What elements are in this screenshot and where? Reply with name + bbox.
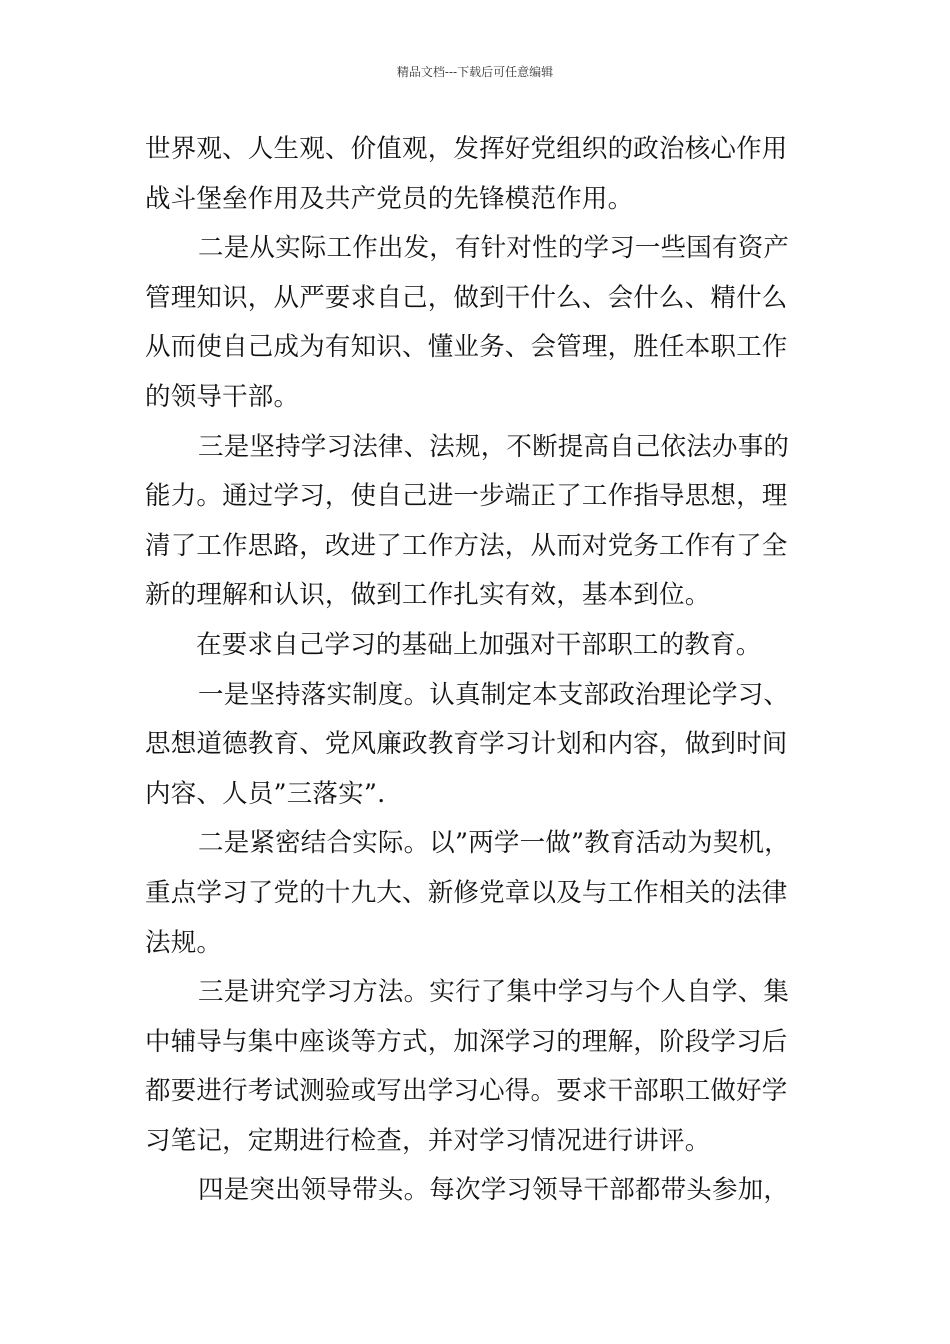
text-line: 一是坚持落实制度。认真制定本支部政治理论学习、 bbox=[198, 679, 790, 710]
text-line: 从而使自己成为有知识、懂业务、会管理，胜任本职工作 bbox=[145, 332, 788, 363]
text-line: 战斗堡垒作用及共产党员的先锋模范作用。 bbox=[145, 183, 634, 214]
text-line: 管理知识，从严要求自己，做到干什么、会什么、精什么 bbox=[145, 282, 788, 313]
text-line: 都要进行考试测验或写出学习心得。要求干部职工做好学 bbox=[145, 1076, 788, 1107]
text-line: 法规。 bbox=[145, 927, 223, 958]
text-line: 习笔记，定期进行检查，并对学习情况进行讲评。 bbox=[145, 1125, 711, 1156]
text-line: 二是从实际工作出发，有针对性的学习一些国有资产 bbox=[198, 233, 790, 264]
text-line: 在要求自己学习的基础上加强对干部职工的教育。 bbox=[196, 629, 762, 660]
text-line: 重点学习了党的十九大、新修党章以及与工作相关的法律 bbox=[145, 877, 788, 908]
text-line: 中辅导与集中座谈等方式，加深学习的理解，阶段学习后 bbox=[145, 1026, 788, 1057]
text-line: 的领导干部。 bbox=[145, 381, 300, 412]
text-line: 能力。通过学习，使自己进一步端正了工作指导思想，理 bbox=[145, 481, 788, 512]
text-line: 内容、人员”三落实”. bbox=[145, 778, 386, 809]
text-line: 二是紧密结合实际。以”两学一做”教育活动为契机， bbox=[198, 828, 790, 859]
text-line: 四是突出领导带头。每次学习领导干部都带头参加， bbox=[198, 1175, 790, 1206]
text-line: 新的理解和认识，做到工作扎实有效，基本到位。 bbox=[145, 580, 711, 611]
page-header: 精品文档---下载后可任意编辑 bbox=[396, 65, 554, 79]
text-line: 思想道德教育、党风廉政教育学习计划和内容，做到时间 bbox=[145, 729, 788, 760]
document-body bbox=[0, 125, 950, 1216]
text-line: 世界观、人生观、价值观，发挥好党组织的政治核心作用 bbox=[145, 134, 788, 164]
text-line: 三是坚持学习法律、法规，不断提高自己依法办事的 bbox=[198, 431, 790, 462]
text-line: 清了工作思路，改进了工作方法，从而对党务工作有了全 bbox=[145, 530, 788, 561]
text-line: 三是讲究学习方法。实行了集中学习与个人自学、集 bbox=[198, 977, 790, 1008]
